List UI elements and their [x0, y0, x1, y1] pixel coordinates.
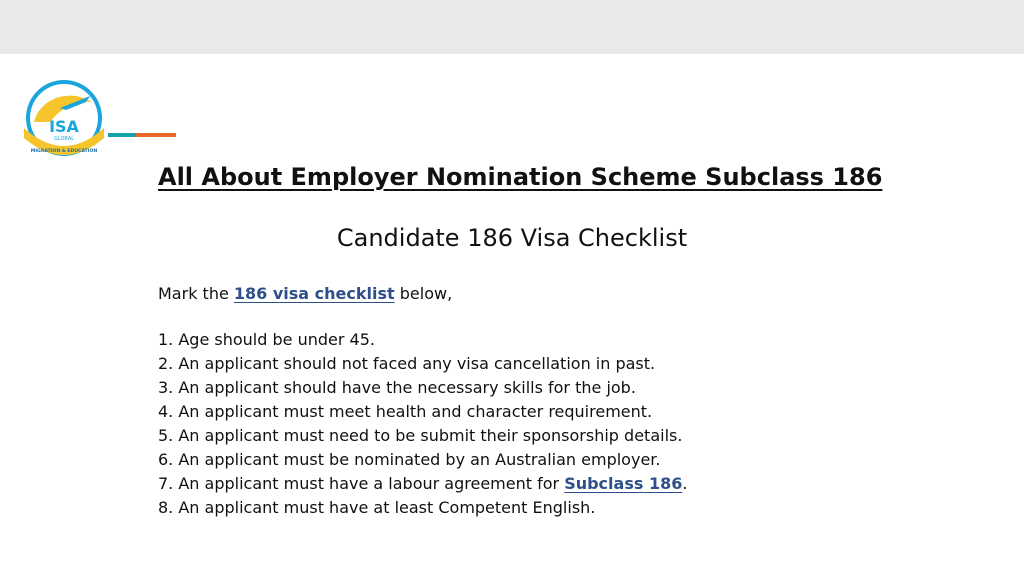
checklist-item: 5. An applicant must need to be submit their sponsorship details. — [158, 426, 683, 445]
checklist-item: 6. An applicant must be nominated by an Australian employer. — [158, 450, 661, 469]
logo-sub-text: GLOBAL — [53, 136, 75, 142]
isa-global-logo — [20, 78, 108, 162]
accent-orange-segment — [136, 133, 176, 137]
checklist-item: 1. Age should be under 45. — [158, 330, 375, 349]
intro-text-before: Mark the — [158, 284, 234, 303]
checklist — [158, 328, 918, 520]
page-subtitle: Candidate 186 Visa Checklist — [336, 224, 688, 252]
visa-checklist-link[interactable]: 186 visa checklist — [233, 284, 395, 303]
checklist-item-text: 7. An applicant must have a labour agreement for — [158, 474, 565, 493]
checklist-item — [158, 472, 918, 496]
checklist-item: 8. An applicant must have at least Competent English. — [158, 498, 596, 517]
accent-line — [108, 133, 176, 137]
logo-ribbon-text: MIGRATION & EDUCATION — [30, 149, 98, 154]
checklist-item: 2. An applicant should not faced any visa cancellation in past. — [158, 354, 656, 373]
top-band — [0, 0, 1024, 54]
intro-text-after: below, — [394, 284, 453, 303]
intro-line — [158, 282, 858, 306]
checklist-item: 4. An applicant must meet health and character requirement. — [158, 402, 653, 421]
checklist-item-suffix: . — [682, 474, 688, 493]
subclass-186-link[interactable]: Subclass 186 — [564, 474, 683, 493]
page-title: All About Employer Nomination Scheme Subclass 186 — [158, 163, 883, 191]
accent-teal-segment — [108, 133, 136, 137]
checklist-item: 3. An applicant should have the necessary skills for the job. — [158, 378, 636, 397]
logo-brand-text: ISA — [49, 117, 79, 136]
